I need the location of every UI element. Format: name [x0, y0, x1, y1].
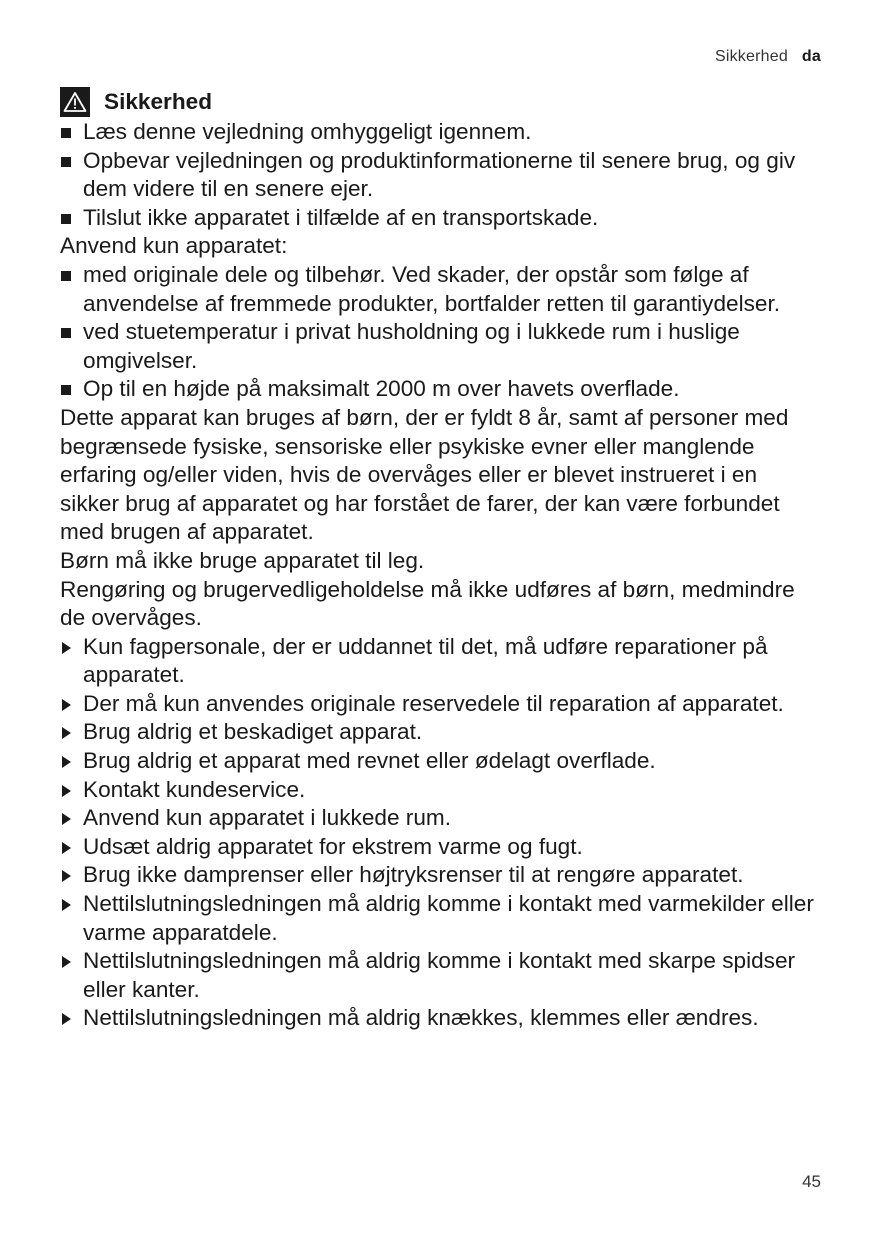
instruction-item: Brug ikke damprenser eller højtryksrenser til at rengøre apparatet. [60, 861, 820, 890]
instruction-list [60, 633, 820, 1033]
warning-triangle-icon [60, 87, 90, 117]
instruction-item: Der må kun anvendes originale reservedele til reparation af apparatet. [60, 690, 820, 719]
list-item: Op til en højde på maksimalt 2000 m over havets overflade. [60, 375, 820, 404]
instruction-item: Nettilslutningsledningen må aldrig komme i kontakt med skarpe spidser eller kanter. [60, 947, 820, 1004]
running-header-section: Sikkerhed [714, 48, 788, 65]
children-play-paragraph: Børn må ikke bruge apparatet til leg. [60, 547, 425, 573]
running-header-language: da [801, 48, 821, 65]
use-only-label: Anvend kun apparatet: [60, 233, 288, 259]
list-item: Læs denne vejledning omhyggeligt igennem. [60, 118, 820, 147]
section-title: Sikkerhed [104, 88, 213, 114]
instruction-item: Kun fagpersonale, der er uddannet til det, må udføre reparationer på apparatet. [60, 633, 820, 690]
section-heading [60, 86, 820, 118]
instruction-item: Brug aldrig et beskadiget apparat. [60, 718, 820, 747]
cleaning-paragraph: Rengøring og brugervedligeholdelse må ikke udføres af børn, medmindre de overvåges. [60, 576, 795, 631]
running-header [715, 48, 821, 66]
instruction-item: Nettilslutningsledningen må aldrig komme i kontakt med varmekilder eller varme apparatdele. [60, 890, 820, 947]
page-number: 45 [802, 1172, 821, 1191]
instruction-item: Kontakt kundeservice. [60, 776, 820, 805]
intro-bullet-list [60, 118, 820, 232]
page-content [60, 86, 820, 1033]
children-usage-paragraph: Dette apparat kan bruges af børn, der er fyldt 8 år, samt af personer med begrænsede fysiske, sensoriske eller psykiske evner eller manglende erfaring og/eller viden, hvis de overvåges eller er blevet instrueret i en sikker brug af apparatet og har forstået de farer, der kan være forbundet med brugen af apparatet. [60, 404, 789, 545]
list-item: Tilslut ikke apparatet i tilfælde af en transportskade. [60, 204, 820, 233]
instruction-item: Udsæt aldrig apparatet for ekstrem varme og fugt. [60, 833, 820, 862]
list-item: ved stuetemperatur i privat husholdning og i lukkede rum i huslige omgivelser. [60, 318, 820, 375]
instruction-item: Brug aldrig et apparat med revnet eller ødelagt overflade. [60, 747, 820, 776]
use-conditions-list [60, 261, 820, 404]
instruction-item: Anvend kun apparatet i lukkede rum. [60, 804, 820, 833]
instruction-item: Nettilslutningsledningen må aldrig knækkes, klemmes eller ændres. [60, 1004, 820, 1033]
list-item: Opbevar vejledningen og produktinformationerne til senere brug, og giv dem videre til en senere ejer. [60, 147, 820, 204]
list-item: med originale dele og tilbehør. Ved skader, der opstår som følge af anvendelse af fremmede produkter, bortfalder retten til garantiydelser. [60, 261, 820, 318]
